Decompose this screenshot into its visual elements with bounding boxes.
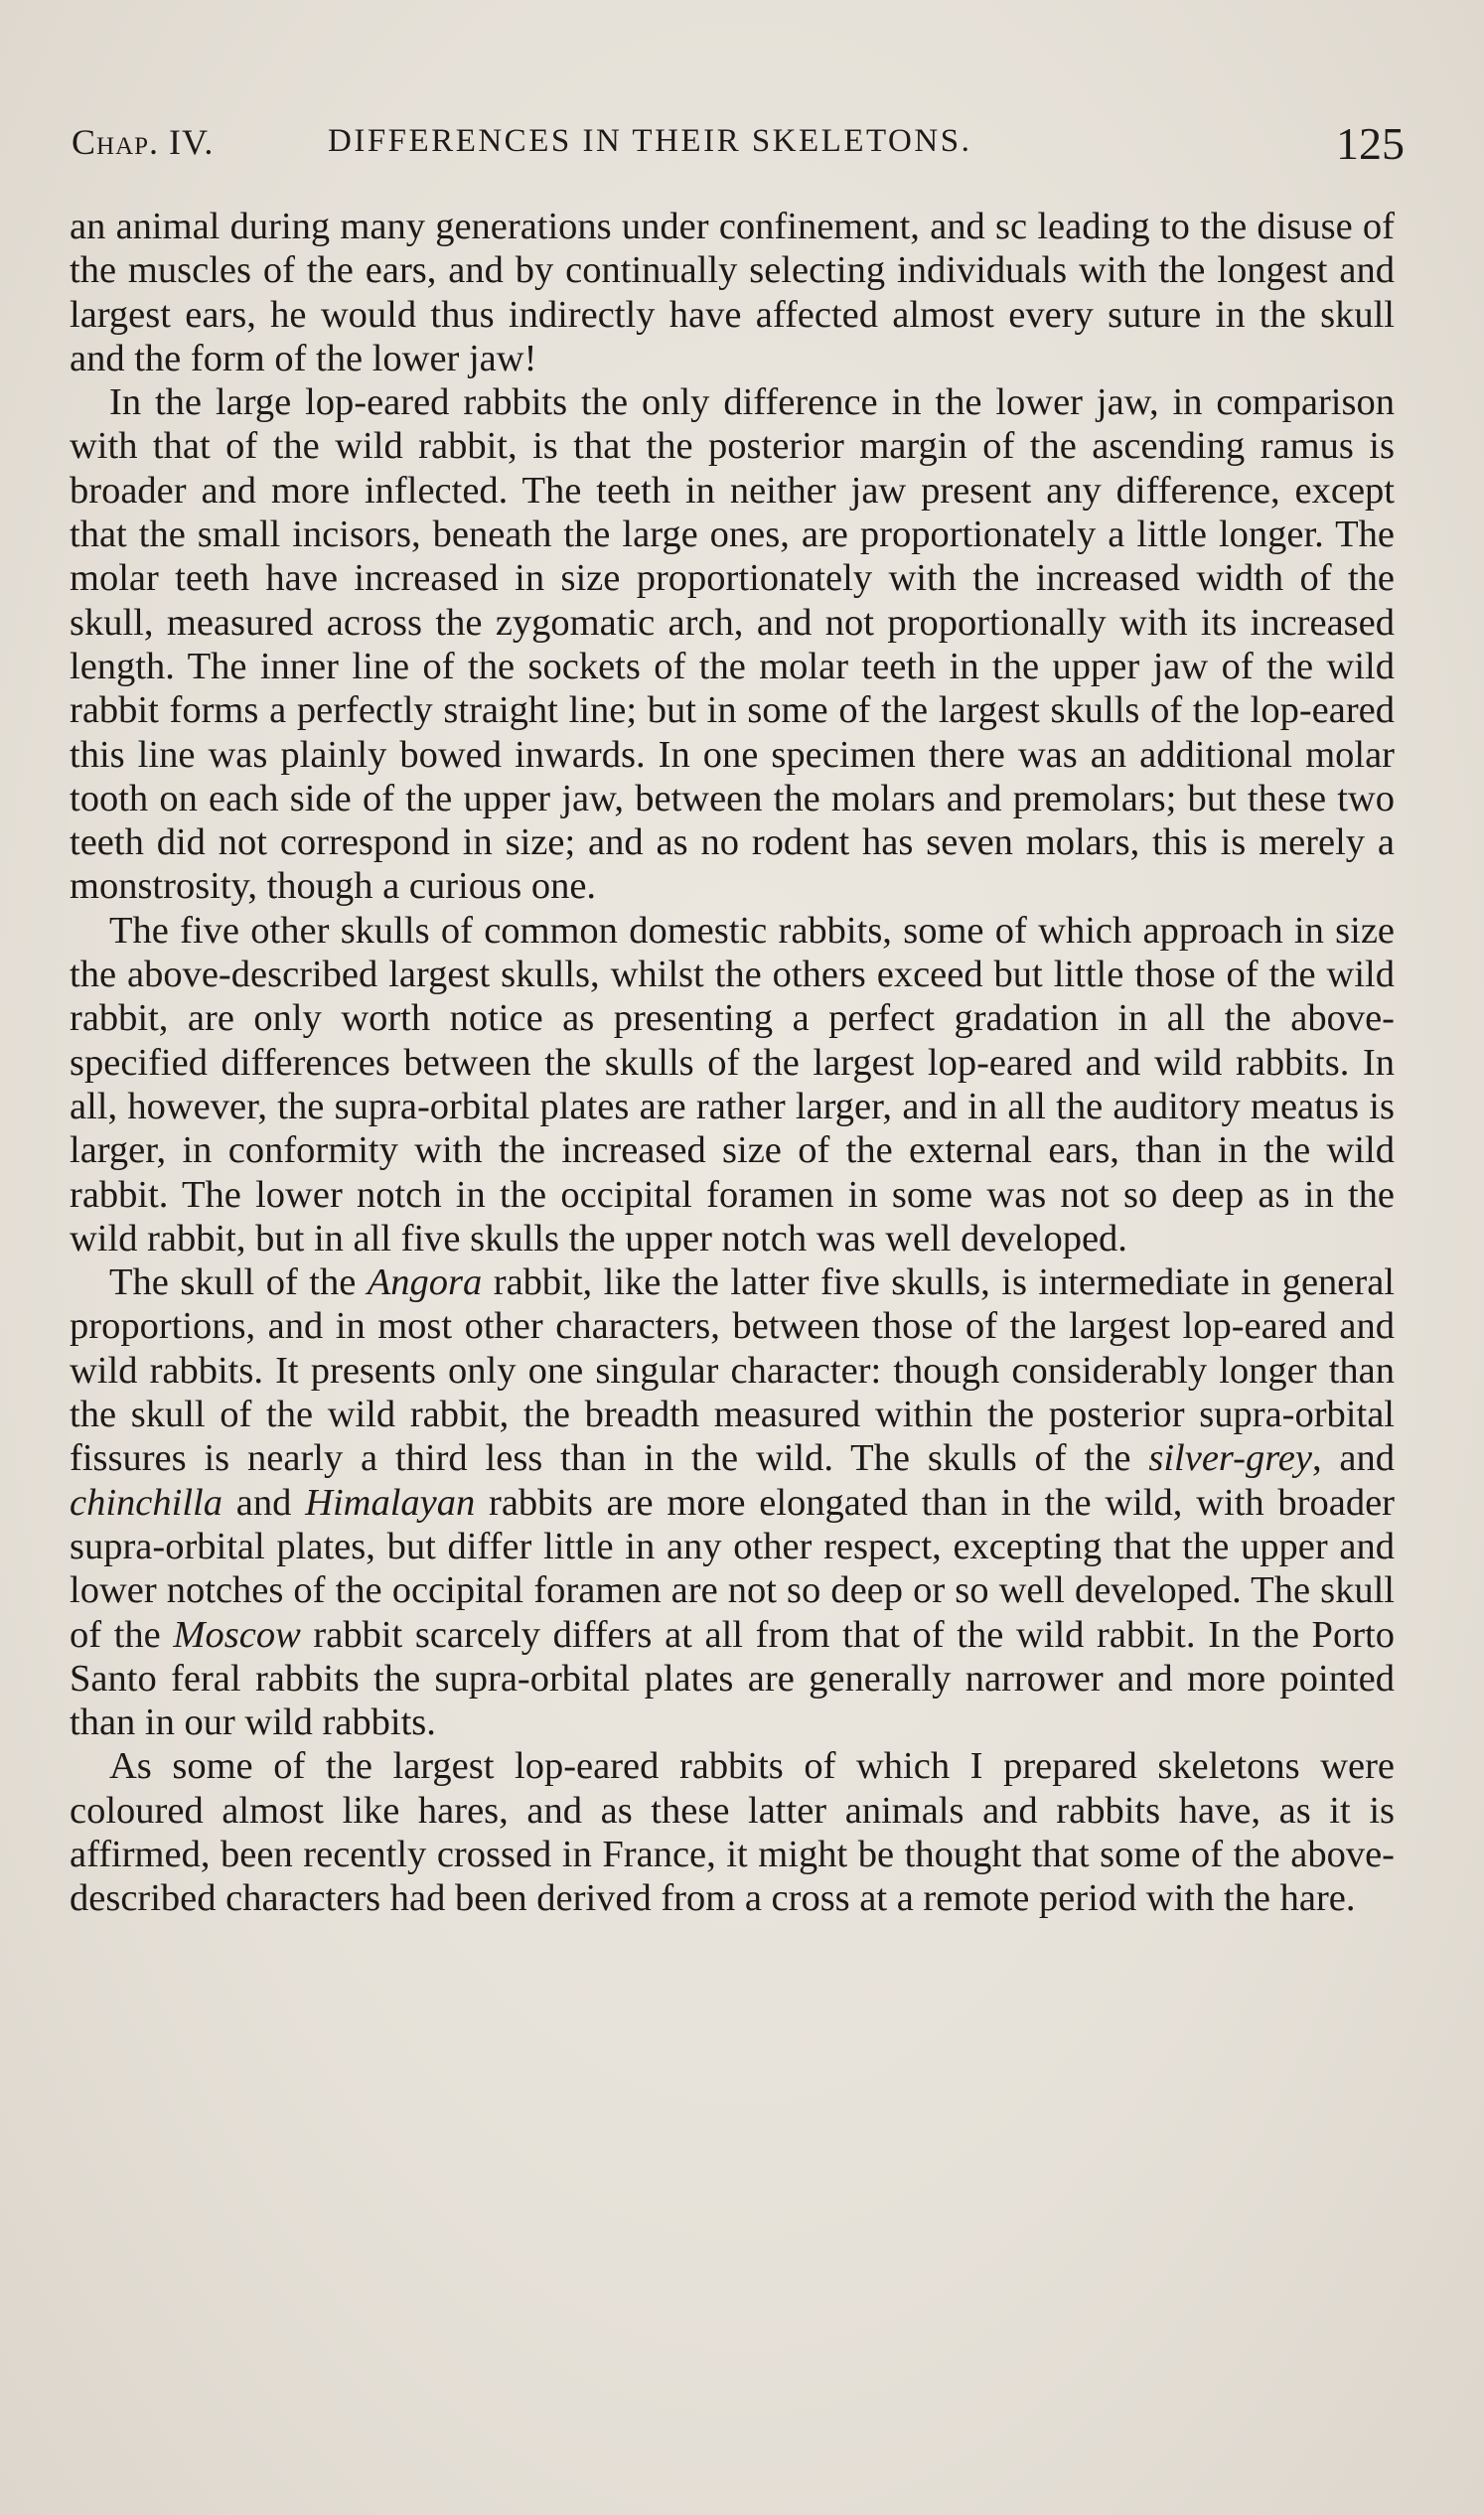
text-segment: rabbit scarcely differs at all from that of the wild rabbit. In the Porto Santo feral rabbits the supra-orbital plates are generally narrower and more pointed than in our wild rabbits. bbox=[70, 1613, 1395, 1744]
paragraph bbox=[70, 1744, 1395, 1920]
running-title: DIFFERENCES IN THEIR SKELETONS. bbox=[328, 123, 972, 159]
text-segment: rabbit, like the latter five skulls, is intermediate in general proportions, and in most other characters, between those of the largest lop-eared and wild rabbits. It presents only one singular character: though considerably longer than the skull of the wild rabbit, the breadth measured within the posterior supra-orbital fissures is nearly a third less than in the wild. The skulls of the bbox=[70, 1261, 1395, 1480]
paragraph bbox=[70, 1260, 1395, 1744]
breed-name-chinchilla: chinchilla bbox=[70, 1481, 223, 1524]
text-segment: , and bbox=[1311, 1437, 1395, 1480]
paragraph bbox=[70, 909, 1395, 1260]
text-segment: and bbox=[222, 1481, 306, 1524]
page-number: 125 bbox=[1336, 118, 1405, 169]
text-segment: The skull of the bbox=[109, 1261, 368, 1304]
text-segment: an animal during many generations under confinement, and sc leading to the disuse of the muscles of the ears, and by continually selecting individuals with the longest and largest ears, he would thus indirectly have affected almost every suture in the skull and the form of the lower jaw! bbox=[70, 206, 1395, 379]
body-text bbox=[70, 205, 1395, 1921]
breed-name-silver-grey: silver-grey bbox=[1148, 1437, 1312, 1480]
breed-name-himalayan: Himalayan bbox=[305, 1481, 476, 1524]
text-segment: As some of the largest lop-eared rabbits of which I prepared skeletons were coloured almost like hares, and as these latter animals and rabbits have, as it is affirmed, been recently crossed in France, it might be thought that some of the above-described characters had been derived from a cross at a remote period with the hare. bbox=[70, 1745, 1395, 1920]
paragraph bbox=[70, 205, 1395, 380]
text-segment: rabbits are more elongated than in the wild, with broader supra-orbital plates, but differ little in any other respect, excepting that the upper and lower notches of the occipital foramen are not so deep or so well developed. The skull of the bbox=[70, 1481, 1395, 1656]
breed-name-angora: Angora bbox=[367, 1261, 483, 1304]
text-segment: In the large lop-eared rabbits the only difference in the lower jaw, in comparison with that of the wild rabbit, is that the posterior margin of the ascending ramus is broader and more inflected. The teeth in neither jaw present any difference, except that the small incisors, beneath the large ones, are proportionately a little longer. The molar teeth have increased in size proportionately with the increased width of the skull, measured across the zygomatic arch, and not proportionally with its increased length. The inner line of the sockets of the molar teeth in the upper jaw of the wild rabbit forms a perfectly straight line; but in some of the largest skulls of the lop-eared this line was plainly bowed inwards. In one specimen there was an additional molar tooth on each side of the upper jaw, between the molars and premolars; but these two teeth did not correspond in size; and as no rodent has seven molars, this is merely a monstrosity, though a curious one. bbox=[70, 381, 1395, 908]
paragraph bbox=[70, 380, 1395, 909]
chapter-label: Chap. IV. bbox=[72, 122, 215, 162]
text-segment: The five other skulls of common domestic rabbits, some of which approach in size the above-described largest skulls, whilst the others exceed but little those of the wild rabbit, are only worth notice as presenting a perfect gradation in all the above-specified differences between the skulls of the largest lop-eared and wild rabbits. In all, however, the supra-orbital plates are rather larger, and in all the auditory meatus is larger, in conformity with the increased size of the external ears, than in the wild rabbit. The lower notch in the occipital foramen in some was not so deep as in the wild rabbit, but in all five skulls the upper notch was well developed. bbox=[70, 909, 1395, 1259]
breed-name-moscow: Moscow bbox=[173, 1613, 301, 1656]
running-head bbox=[72, 117, 1405, 177]
